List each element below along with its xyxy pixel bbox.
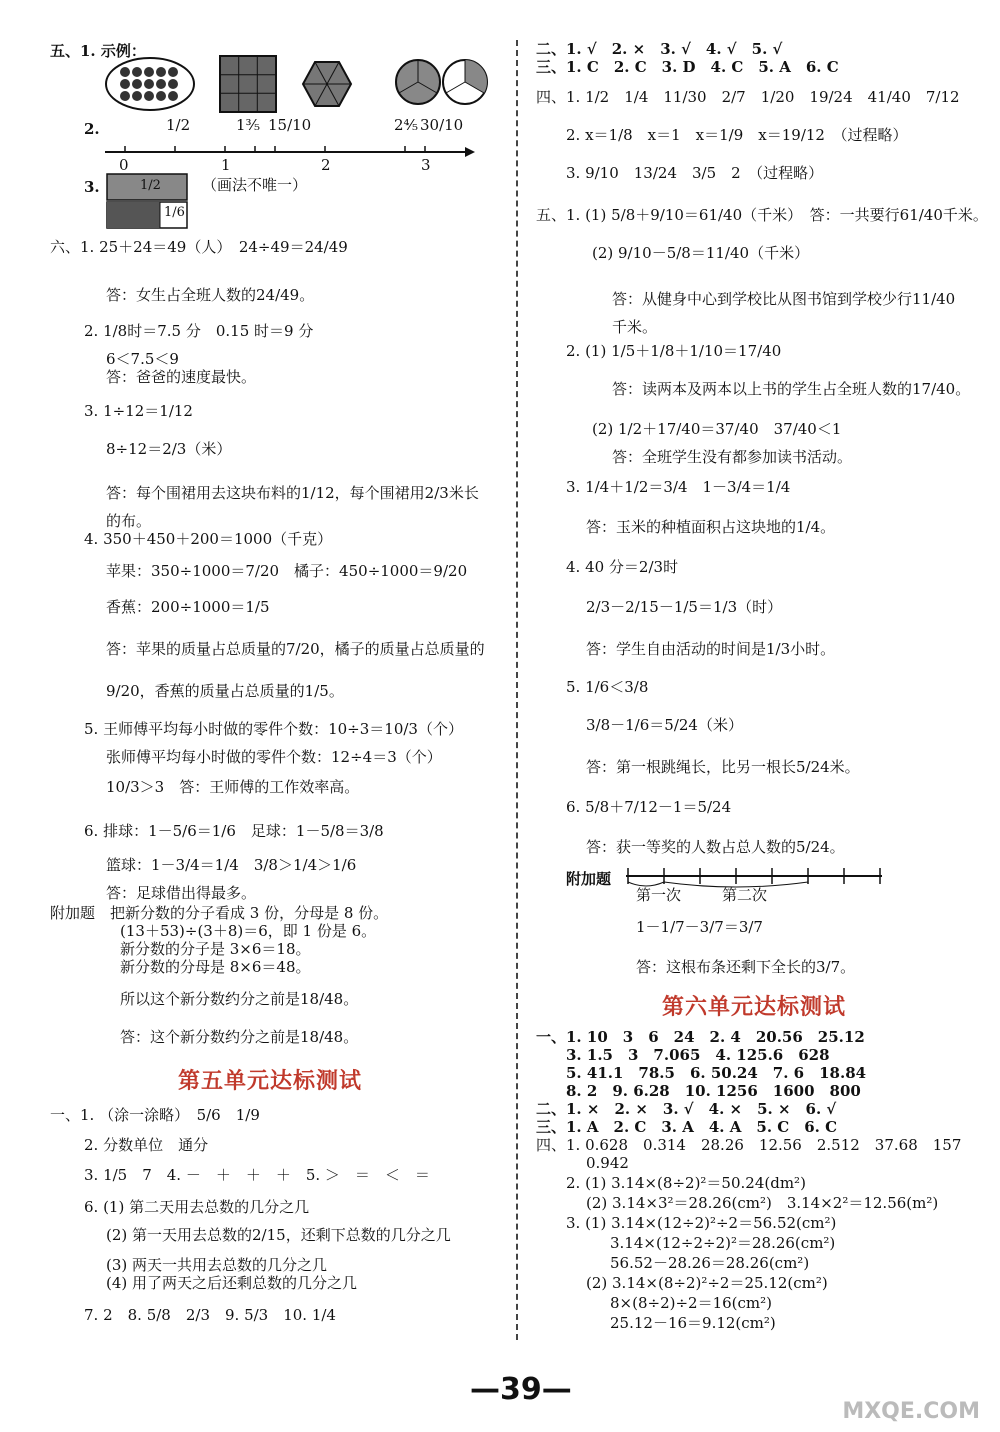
s6-line-9: (2) 3.14×3²＝28.26(cm²) 3.14×2²＝12.56(m²) [586, 1194, 939, 1212]
numline-tick-0: 0 [119, 156, 129, 174]
l-line-23: 新分数的分母是 8×6＝48。 [120, 958, 311, 976]
l-line-17: 6. 排球：1－5/6＝1/6 足球：1－5/8＝3/8 [84, 822, 384, 840]
numline-tick-2: 2 [321, 156, 331, 174]
s6-line-1: 3. 1.5 3 7.065 4. 125.6 628 [566, 1046, 830, 1064]
watermark: MXQE.COM [842, 1399, 980, 1424]
s5-line-6: (4) 用了两天之后还剩总数的几分之几 [106, 1274, 358, 1292]
r-line-15: 4. 40 分＝2/3时 [566, 558, 679, 576]
s6-line-3: 8. 2 9. 6.28 10. 1256 1600 800 [566, 1082, 861, 1100]
l-line-7: 答：每个围裙用去这块布料的1/12，每个围裙用2/3米长 [106, 484, 479, 502]
left-s5-2-no: 2. [84, 120, 100, 138]
l-line-2: 2. 1/8时＝7.5 分 0.15 时＝9 分 [84, 322, 314, 340]
r-line-13: 3. 1/4＋1/2＝3/4 1－3/4＝1/4 [566, 478, 791, 496]
r-line-7: 答：从健身中心到学校比从图书馆到学校少行11/40 [612, 290, 956, 308]
s6-line-11: 3.14×(12÷2÷2)²＝28.26(cm²) [610, 1234, 836, 1252]
l-line-0: 六、1. 25＋24＝49（人） 24÷49＝24/49 [50, 238, 348, 256]
r-line-1: 三、1. C 2. C 3. D 4. C 5. A 6. C [536, 58, 839, 76]
l-line-10: 苹果：350÷1000＝7/20 橘子：450÷1000＝9/20 [106, 562, 468, 580]
s5-line-4: (2) 第一天用去总数的2/15，还剩下总数的几分之几 [106, 1226, 451, 1244]
s5-line-7: 7. 2 8. 5/8 2/3 9. 5/3 10. 1/4 [84, 1306, 336, 1324]
r-line-14: 答：玉米的种植面积占这块地的1/4。 [586, 518, 836, 536]
fujia-label: 附加题 [566, 870, 612, 888]
l-line-18: 篮球：1－3/4＝1/4 3/8＞1/4＞1/6 [106, 856, 357, 874]
l-line-15: 张师傅平均每小时做的零件个数：12÷4＝3（个） [106, 748, 442, 766]
l-line-22: 新分数的分子是 3×6＝18。 [120, 940, 311, 958]
fujia-answer: 答：这根布条还剩下全长的3/7。 [636, 958, 856, 976]
r-line-17: 答：学生自由活动的时间是1/3小时。 [586, 640, 836, 658]
l-line-8: 的布。 [106, 512, 152, 530]
r-line-11: (2) 1/2＋17/40＝37/40 37/40＜1 [592, 420, 842, 438]
r-line-18: 5. 1/6＜3/8 [566, 678, 649, 696]
l-line-12: 答：苹果的质量占总质量的7/20，橘子的质量占总质量的 [106, 640, 485, 658]
r-line-21: 6. 5/8＋7/12－1＝5/24 [566, 798, 732, 816]
numline-mark-4: 2⅘ [394, 116, 419, 134]
r-line-10: 答：读两本及两本以上书的学生占全班人数的17/40。 [612, 380, 971, 398]
s6-line-2: 5. 41.1 78.5 6. 50.24 7. 6 18.84 [566, 1064, 867, 1082]
s6-line-14: 8×(8÷2)÷2＝16(cm²) [610, 1294, 773, 1312]
s6-line-13: (2) 3.14×(8÷2)²÷2＝25.12(cm²) [586, 1274, 828, 1292]
s5-line-2: 3. 1/5 7 4. － ＋ ＋ ＋ 5. ＞ ＝ ＜ ＝ [84, 1166, 430, 1184]
l-line-21: (13＋53)÷(3＋8)＝6，即 1 份是 6。 [120, 922, 377, 940]
s6-line-4: 二、1. × 2. × 3. √ 4. × 5. × 6. √ [536, 1100, 837, 1118]
s5-3-note: （画法不唯一） [202, 176, 308, 194]
s5-line-3: 6. (1) 第二天用去总数的几分之几 [84, 1198, 310, 1216]
l-line-16: 10/3＞3 答：王师傅的工作效率高。 [106, 778, 360, 796]
s6-line-12: 56.52－28.26＝28.26(cm²) [610, 1254, 810, 1272]
l-line-11: 香蕉：200÷1000＝1/5 [106, 598, 270, 616]
r-line-0: 二、1. √ 2. × 3. √ 4. √ 5. √ [536, 40, 783, 58]
r-line-20: 答：第一根跳绳长，比另一根长5/24米。 [586, 758, 860, 776]
l-line-13: 9/20，香蕉的质量占总质量的1/5。 [106, 682, 344, 700]
s6-line-8: 2. (1) 3.14×(8÷2)²＝50.24(dm²) [566, 1174, 806, 1192]
numline-mark-5: 30/10 [420, 116, 464, 134]
r-line-22: 答：获一等奖的人数占总人数的5/24。 [586, 838, 845, 856]
s6-line-7: 0.942 [586, 1154, 629, 1172]
r-line-16: 2/3－2/15－1/5＝1/3（时） [586, 598, 783, 616]
l-line-25: 答：这个新分数约分之前是18/48。 [120, 1028, 359, 1046]
left-s5-1: 五、1. 示例： [50, 42, 146, 60]
fujia-seg-1: 第一次 [636, 886, 682, 904]
page-number: —39— [470, 1372, 572, 1407]
section-6-title: 第六单元达标测试 [662, 994, 847, 1020]
s5-line-5: (3) 两天一共用去总数的几分之几 [106, 1256, 328, 1274]
numline-mark-3: 15/10 [268, 116, 312, 134]
r-line-5: 五、1. (1) 5/8＋9/10＝61/40（千米） 答：一共要行61/40千米。 [536, 206, 988, 224]
s6-line-5: 三、1. A 2. C 3. A 4. A 5. C 6. C [536, 1118, 838, 1136]
example-figures [105, 56, 485, 116]
r-line-12: 答：全班学生没有都参加读书活动。 [612, 448, 853, 466]
fujia-seg-2: 第二次 [722, 886, 768, 904]
l-line-14: 5. 王师傅平均每小时做的零件个数：10÷3＝10/3（个） [84, 720, 463, 738]
r-line-19: 3/8－1/6＝5/24（米） [586, 716, 743, 734]
number-line [105, 140, 475, 162]
s6-line-10: 3. (1) 3.14×(12÷2)²÷2＝56.52(cm²) [566, 1214, 837, 1232]
fujia-calc: 1－1/7－3/7＝3/7 [636, 918, 763, 936]
l-line-24: 所以这个新分数约分之前是18/48。 [120, 990, 359, 1008]
column-divider [516, 40, 518, 1340]
r-line-4: 3. 9/10 13/24 3/5 2 （过程略） [566, 164, 824, 182]
numline-tick-1: 1 [221, 156, 231, 174]
s5-line-1: 2. 分数单位 通分 [84, 1136, 209, 1154]
s5-3-fraction-sixth: 1/6 [164, 205, 185, 220]
s5-line-0: 一、1. （涂一涂略） 5/6 1/9 [50, 1106, 260, 1124]
left-s5-3-no: 3. [84, 178, 100, 196]
l-line-4: 答：爸爸的速度最快。 [106, 368, 257, 386]
s6-line-15: 25.12－16＝9.12(cm²) [610, 1314, 776, 1332]
r-line-8: 千米。 [612, 318, 658, 336]
numline-tick-3: 3 [421, 156, 431, 174]
l-line-5: 3. 1÷12＝1/12 [84, 402, 193, 420]
section-5-title: 第五单元达标测试 [178, 1068, 363, 1094]
numline-mark-2: 1⅗ [236, 116, 261, 134]
numline-mark-1: 1/2 [166, 116, 191, 134]
l-line-3: 6＜7.5＜9 [106, 350, 179, 368]
r-line-2: 四、1. 1/2 1/4 11/30 2/7 1/20 19/24 41/40 7/12 [536, 88, 960, 106]
l-line-6: 8÷12＝2/3（米） [106, 440, 232, 458]
l-line-9: 4. 350＋450＋200＝1000（千克） [84, 530, 333, 548]
r-line-3: 2. x＝1/8 x＝1 x＝1/9 x＝19/12 （过程略） [566, 126, 908, 144]
l-line-19: 答：足球借出得最多。 [106, 884, 257, 902]
s6-line-6: 四、1. 0.628 0.314 28.26 12.56 2.512 37.68 157 [536, 1136, 962, 1154]
s5-3-fraction-half: 1/2 [140, 178, 161, 193]
l-line-20: 附加题 把新分数的分子看成 3 份，分母是 8 份。 [50, 904, 389, 922]
l-line-1: 答：女生占全班人数的24/49。 [106, 286, 315, 304]
r-line-9: 2. (1) 1/5＋1/8＋1/10＝17/40 [566, 342, 782, 360]
s6-line-0: 一、1. 10 3 6 24 2. 4 20.56 25.12 [536, 1028, 865, 1046]
r-line-6: (2) 9/10－5/8＝11/40（千米） [592, 244, 810, 262]
